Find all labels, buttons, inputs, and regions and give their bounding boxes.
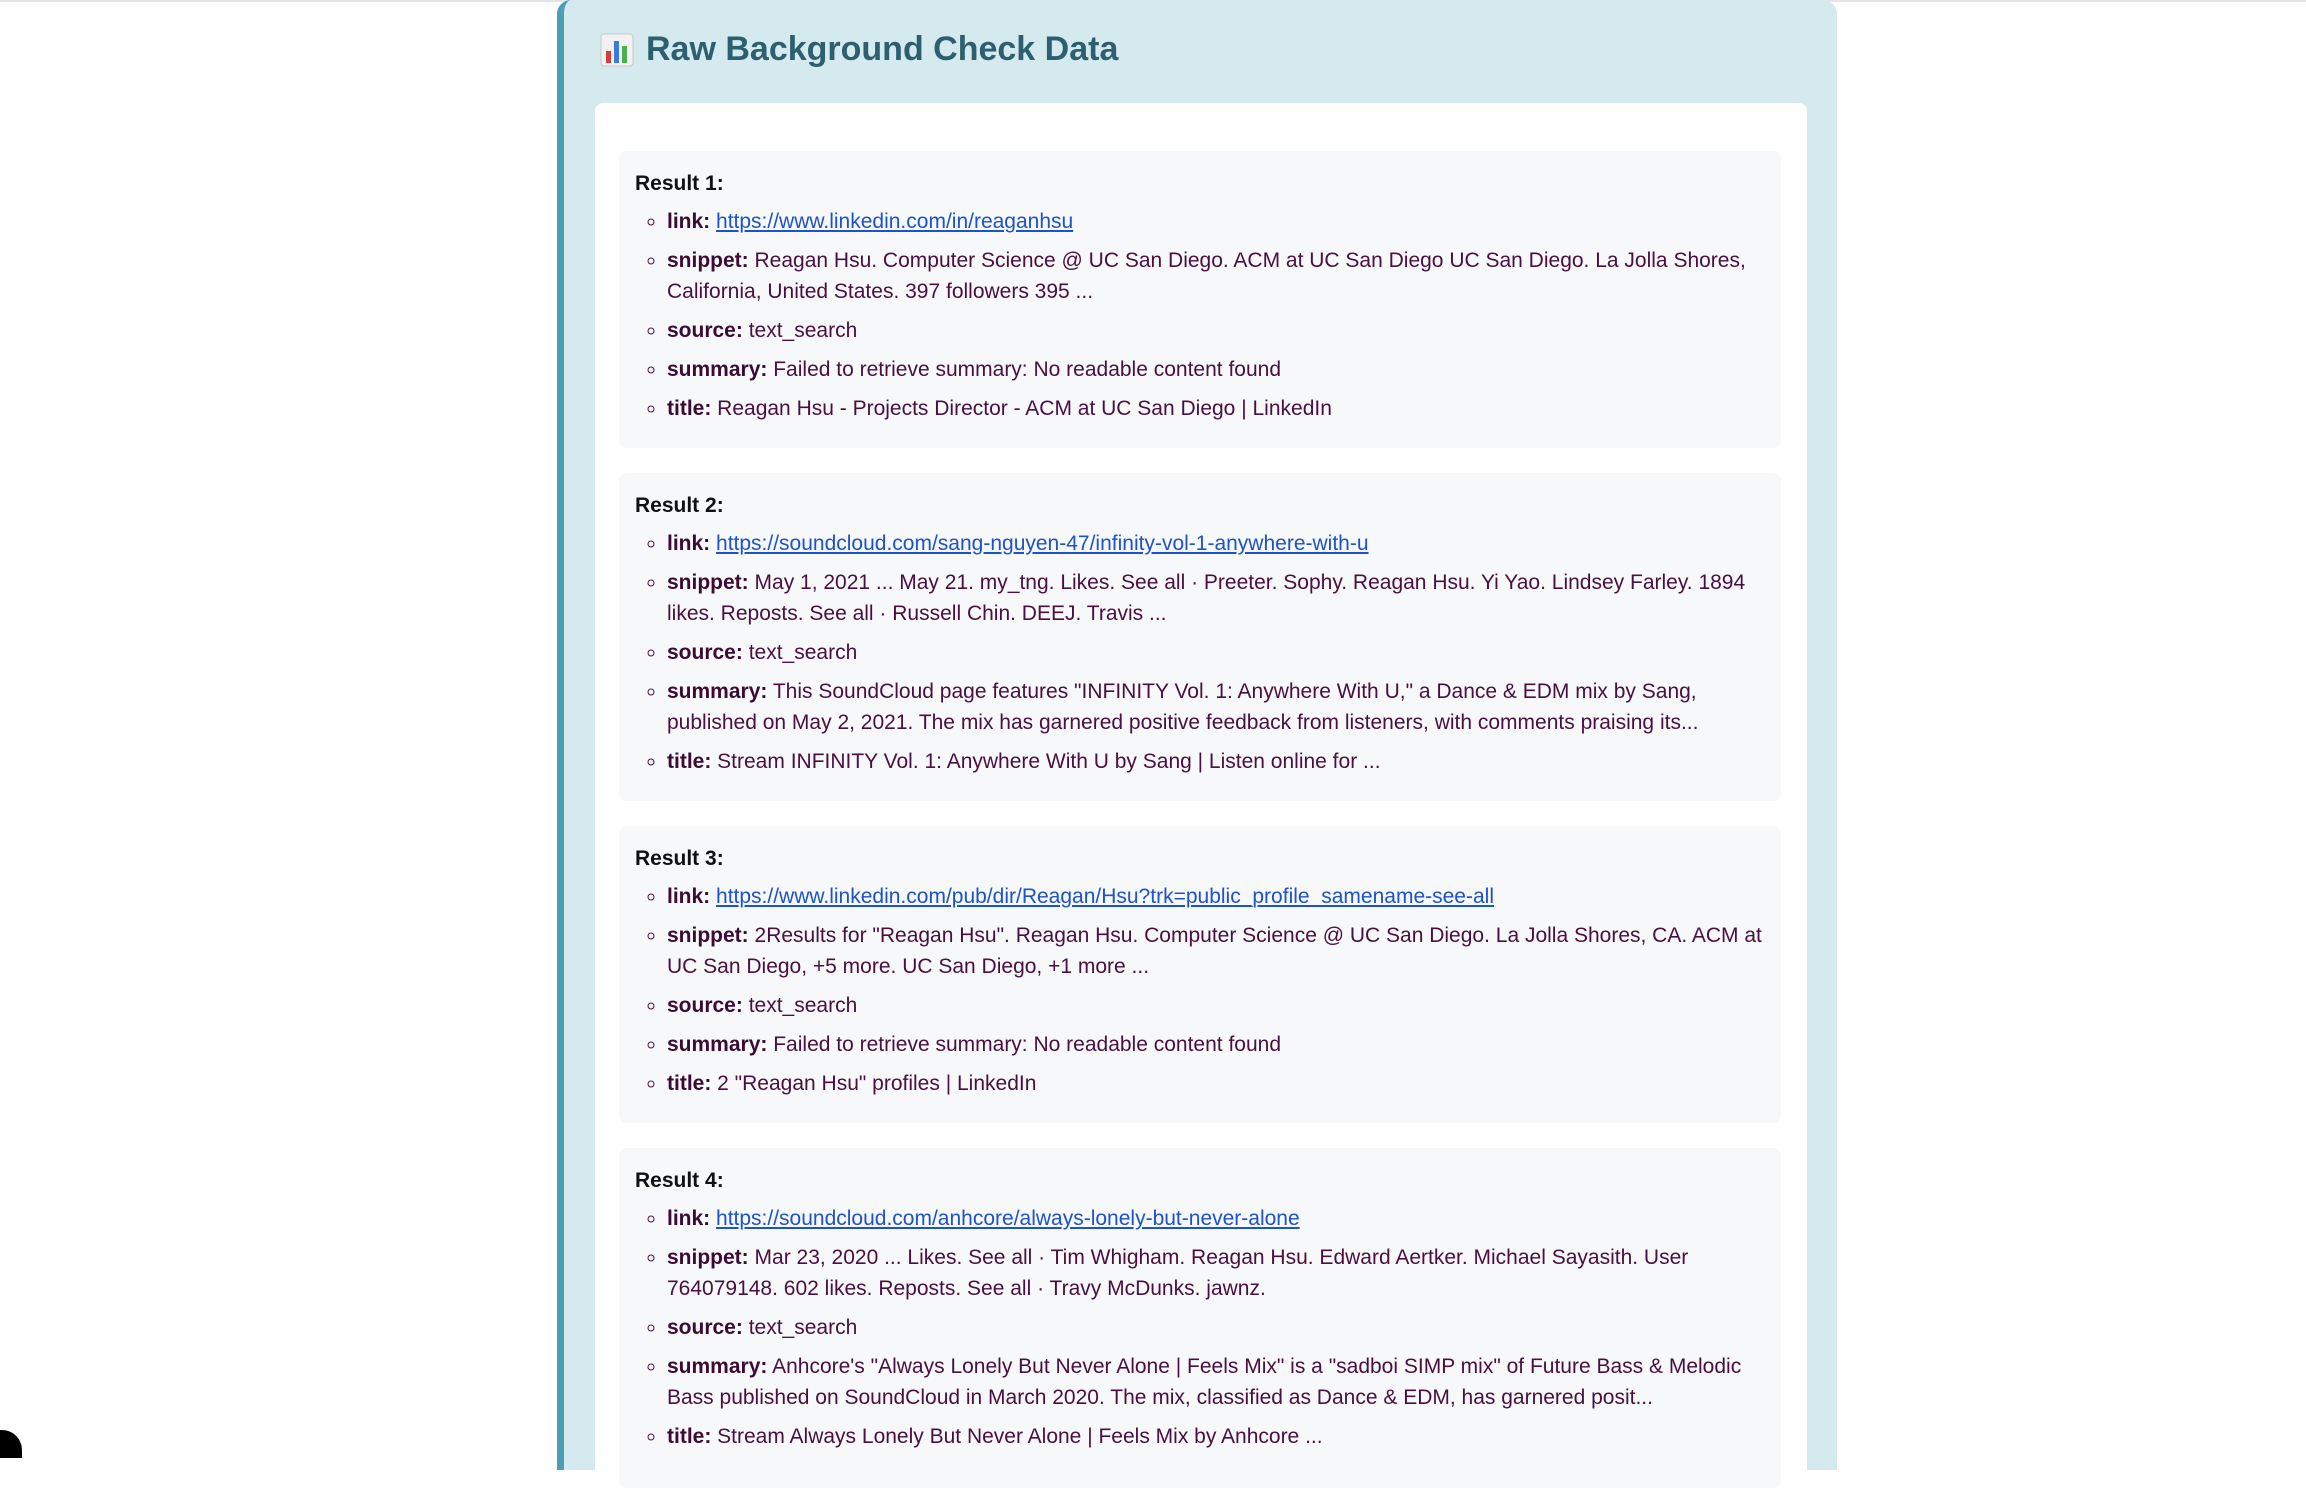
field-key: link: — [667, 532, 711, 555]
result-field-title — [667, 746, 1765, 777]
result-field-link — [667, 1203, 1765, 1234]
field-value: Stream Always Lonely But Never Alone | Feels Mix by Anhcore ... — [717, 1425, 1323, 1448]
results-container — [595, 103, 1807, 1503]
result-field-list — [635, 1203, 1765, 1452]
field-value: Reagan Hsu. Computer Science @ UC San Diego. ACM at UC San Diego UC San Diego. La Jolla Shores, California, United States. 397 followers 395 ... — [667, 249, 1746, 303]
result-field-snippet — [667, 1242, 1765, 1304]
result-field-list — [635, 881, 1765, 1099]
field-key: link: — [667, 885, 711, 908]
field-value: Mar 23, 2020 ... Likes. See all · Tim Whigham. Reagan Hsu. Edward Aertker. Michael Sayasith. User 764079148. 602 likes. Reposts. See all · Travy McDunks. jawnz. — [667, 1246, 1689, 1300]
field-key: summary: — [667, 1355, 768, 1378]
result-field-title — [667, 393, 1765, 424]
field-key: title: — [667, 1072, 712, 1095]
result-field-title — [667, 1421, 1765, 1452]
result-field-source — [667, 637, 1765, 668]
field-key: source: — [667, 1316, 743, 1339]
result-card — [619, 1148, 1781, 1488]
field-key: link: — [667, 210, 711, 233]
field-key: snippet: — [667, 1246, 749, 1269]
result-field-snippet — [667, 920, 1765, 982]
result-field-source — [667, 1312, 1765, 1343]
result-field-summary — [667, 1029, 1765, 1060]
field-key: title: — [667, 750, 712, 773]
panel-title — [600, 30, 1118, 69]
field-value: May 1, 2021 ... May 21. my_tng. Likes. See all · Preeter. Sophy. Reagan Hsu. Yi Yao. Lindsey Farley. 1894 likes. Reposts. See all · Russell Chin. DEEJ. Travis ... — [667, 571, 1746, 625]
result-link[interactable]: https://soundcloud.com/anhcore/always-lonely-but-never-alone — [716, 1207, 1300, 1230]
result-heading: Result 1: — [635, 172, 724, 195]
field-key: snippet: — [667, 571, 749, 594]
field-key: summary: — [667, 680, 768, 703]
background-check-panel — [557, 0, 1837, 1470]
result-heading: Result 2: — [635, 494, 724, 517]
result-link[interactable]: https://soundcloud.com/sang-nguyen-47/infinity-vol-1-anywhere-with-u — [716, 532, 1369, 555]
field-value: text_search — [748, 319, 858, 342]
panel-title-text: Raw Background Check Data — [646, 30, 1119, 68]
field-value: 2Results for "Reagan Hsu". Reagan Hsu. Computer Science @ UC San Diego. La Jolla Shores, CA. ACM at UC San Diego, +5 more. UC San Diego, +1 more ... — [667, 924, 1762, 978]
result-field-source — [667, 315, 1765, 346]
field-key: snippet: — [667, 924, 749, 947]
result-field-link — [667, 881, 1765, 912]
result-link[interactable]: https://www.linkedin.com/pub/dir/Reagan/Hsu?trk=public_profile_samename-see-all — [716, 885, 1494, 908]
field-key: snippet: — [667, 249, 749, 272]
field-value: Anhcore's "Always Lonely But Never Alone | Feels Mix" is a "sadboi SIMP mix" of Future Bass & Melodic Bass published on SoundCloud in March 2020. The mix, classified as Dance & EDM, has garnered posit... — [667, 1355, 1742, 1409]
result-link[interactable]: https://www.linkedin.com/in/reaganhsu — [716, 210, 1074, 233]
field-value: Stream INFINITY Vol. 1: Anywhere With U by Sang | Listen online for ... — [717, 750, 1381, 773]
field-value: text_search — [748, 641, 858, 664]
result-field-snippet — [667, 245, 1765, 307]
result-field-link — [667, 528, 1765, 559]
result-field-snippet — [667, 567, 1765, 629]
field-value: Reagan Hsu - Projects Director - ACM at UC San Diego | LinkedIn — [717, 397, 1332, 420]
result-field-summary — [667, 676, 1765, 738]
result-field-summary — [667, 1351, 1765, 1413]
field-key: title: — [667, 397, 712, 420]
result-field-title — [667, 1068, 1765, 1099]
field-key: summary: — [667, 1033, 768, 1056]
bar-chart-icon — [600, 33, 634, 67]
result-heading: Result 3: — [635, 847, 724, 870]
result-card — [619, 473, 1781, 801]
field-key: title: — [667, 1425, 712, 1448]
result-field-summary — [667, 354, 1765, 385]
field-key: summary: — [667, 358, 768, 381]
field-value: text_search — [748, 1316, 858, 1339]
field-value: text_search — [748, 994, 858, 1017]
field-key: source: — [667, 319, 743, 342]
result-field-list — [635, 206, 1765, 424]
field-value: This SoundCloud page features "INFINITY Vol. 1: Anywhere With U," a Dance & EDM mix by Sang, published on May 2, 2021. The mix has garnered positive feedback from listeners, with comments praising its... — [667, 680, 1699, 734]
field-value: Failed to retrieve summary: No readable content found — [773, 1033, 1281, 1056]
result-card — [619, 151, 1781, 448]
result-heading: Result 4: — [635, 1169, 724, 1192]
result-field-list — [635, 528, 1765, 777]
result-field-source — [667, 990, 1765, 1021]
result-card — [619, 826, 1781, 1123]
result-field-link — [667, 206, 1765, 237]
field-key: link: — [667, 1207, 711, 1230]
field-value: 2 "Reagan Hsu" profiles | LinkedIn — [717, 1072, 1037, 1095]
field-key: source: — [667, 994, 743, 1017]
field-value: Failed to retrieve summary: No readable content found — [773, 358, 1281, 381]
field-key: source: — [667, 641, 743, 664]
window-corner — [0, 1430, 22, 1458]
